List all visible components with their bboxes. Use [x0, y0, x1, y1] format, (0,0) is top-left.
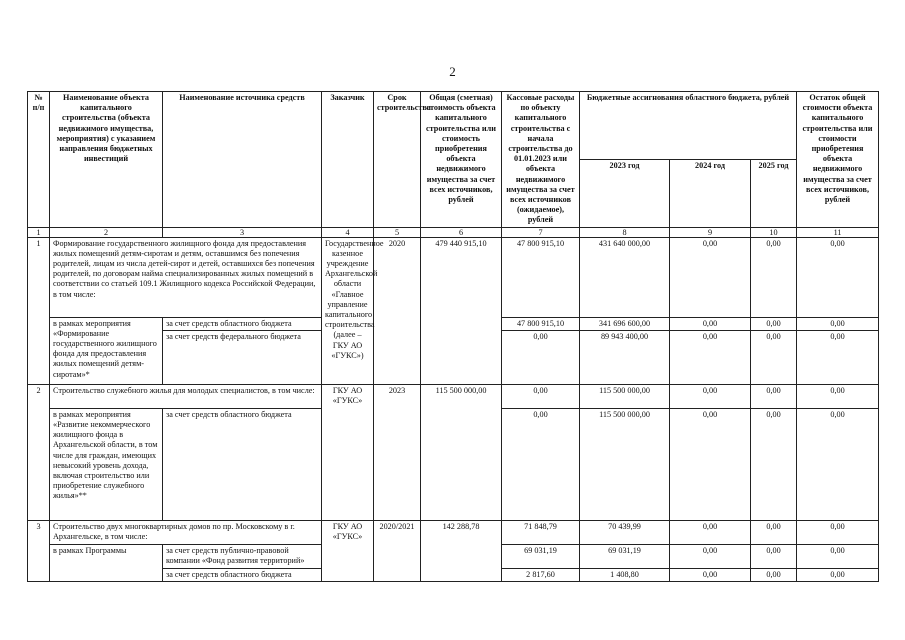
y2025-cell: 0,00 — [751, 330, 797, 384]
col-number: 7 — [502, 227, 580, 237]
source-cell: за счет средств областного бюджета — [163, 317, 322, 330]
object-name: в рамках мероприятия «Формирование государственного жилищного фонда для предоставления жилых помещений детям-сиротам»* — [50, 317, 163, 384]
capital-construction-table — [27, 91, 879, 582]
y2024-cell: 0,00 — [670, 520, 751, 544]
y2025-cell: 0,00 — [751, 568, 797, 581]
remainder-cell: 0,00 — [797, 330, 879, 384]
row-number: 3 — [28, 520, 50, 581]
header-remainder: Остаток общей стоимости объекта капитального строительства или стоимости приобретения объекта недвижимого имущества за счет всех источников, рублей — [797, 92, 879, 228]
object-name: Формирование государственного жилищного фонда для предоставления жилых помещений детям-сиротам и детям, оставшимся без попечения родителей, лицам из числа детей-сирот и детей, оставшихся без попечения родителей, по договорам найма специализированных жилых помещений в соответствии со статьей 109.1 Жилищного кодекса Российской Федерации, в том числе: — [50, 237, 322, 317]
header-2024: 2024 год — [670, 159, 751, 227]
remainder-cell: 0,00 — [797, 544, 879, 568]
header-total-cost: Общая (сметная) стоимость объекта капитального строительства или стоимость приобретения объекта недвижимого имущества за счет всех источников, рублей — [421, 92, 502, 228]
table-row — [28, 237, 879, 317]
y2025-cell: 0,00 — [751, 544, 797, 568]
header-source: Наименование источника средств — [163, 92, 322, 228]
header-term: Срок строительства — [374, 92, 421, 228]
row-number: 2 — [28, 384, 50, 520]
cash-cell: 71 848,79 — [502, 520, 580, 544]
remainder-cell: 0,00 — [797, 520, 879, 544]
page-number: 2 — [449, 64, 456, 79]
y2023-cell: 70 439,99 — [580, 520, 670, 544]
customer-cell: Государственное казенное учреждение Архангельской области «Главное управление капитального строительства (далее – ГКУ АО «ГУКС») — [322, 237, 374, 384]
cash-cell: 47 800 915,10 — [502, 317, 580, 330]
header-row — [28, 92, 879, 160]
term-cell: 2023 — [374, 384, 421, 520]
object-name: в рамках мероприятия «Развитие некоммерческого жилищного фонда в Архангельской области, в том числе для граждан, имеющих невысокий уровень дохода, включая строительство или приобретение служебного жилья»** — [50, 408, 163, 520]
header-budget: Бюджетные ассигнования областного бюджета, рублей — [580, 92, 797, 160]
cash-cell: 47 800 915,10 — [502, 237, 580, 317]
y2024-cell: 0,00 — [670, 408, 751, 520]
col-number: 6 — [421, 227, 502, 237]
customer-cell: ГКУ АО «ГУКС» — [322, 520, 374, 581]
remainder-cell: 0,00 — [797, 317, 879, 330]
col-number: 8 — [580, 227, 670, 237]
y2024-cell: 0,00 — [670, 330, 751, 384]
y2025-cell: 0,00 — [751, 317, 797, 330]
cash-cell: 69 031,19 — [502, 544, 580, 568]
y2023-cell: 115 500 000,00 — [580, 384, 670, 408]
col-number: 4 — [322, 227, 374, 237]
cash-cell: 2 817,60 — [502, 568, 580, 581]
remainder-cell: 0,00 — [797, 384, 879, 408]
col-number: 9 — [670, 227, 751, 237]
total-cost-cell: 142 288,78 — [421, 520, 502, 581]
y2025-cell: 0,00 — [751, 408, 797, 520]
source-cell: за счет средств публично-правовой компании «Фонд развития территорий» — [163, 544, 322, 568]
table-row — [28, 520, 879, 544]
remainder-cell: 0,00 — [797, 408, 879, 520]
col-number: 11 — [797, 227, 879, 237]
y2023-cell: 115 500 000,00 — [580, 408, 670, 520]
y2023-cell: 431 640 000,00 — [580, 237, 670, 317]
header-2023: 2023 год — [580, 159, 670, 227]
y2025-cell: 0,00 — [751, 520, 797, 544]
source-cell: за счет средств федерального бюджета — [163, 330, 322, 384]
object-name: Строительство служебного жилья для молодых специалистов, в том числе: — [50, 384, 322, 408]
y2025-cell: 0,00 — [751, 384, 797, 408]
header-object: Наименование объекта капитального строительства (объекта недвижимого имущества, мероприятия) с указанием направления бюджетных инвестиций — [50, 92, 163, 228]
cash-cell: 0,00 — [502, 408, 580, 520]
object-name: в рамках Программы — [50, 544, 163, 581]
source-cell: за счет средств областного бюджета — [163, 568, 322, 581]
y2023-cell: 1 408,80 — [580, 568, 670, 581]
table-row — [28, 384, 879, 408]
y2023-cell: 89 943 400,00 — [580, 330, 670, 384]
total-cost-cell: 479 440 915,10 — [421, 237, 502, 384]
total-cost-cell: 115 500 000,00 — [421, 384, 502, 520]
header-num: № п/п — [28, 92, 50, 228]
header-cash: Кассовые расходы по объекту капитального строительства с начала строительства до 01.01.2023 или объекта недвижимого имущества за счет всех источников (ожидаемое), рублей — [502, 92, 580, 228]
col-number: 1 — [28, 227, 50, 237]
source-cell: за счет средств областного бюджета — [163, 408, 322, 520]
col-number: 2 — [50, 227, 163, 237]
term-cell: 2020 — [374, 237, 421, 384]
term-cell: 2020/2021 — [374, 520, 421, 581]
cash-cell: 0,00 — [502, 384, 580, 408]
remainder-cell: 0,00 — [797, 568, 879, 581]
y2024-cell: 0,00 — [670, 237, 751, 317]
y2025-cell: 0,00 — [751, 237, 797, 317]
customer-cell: ГКУ АО «ГУКС» — [322, 384, 374, 520]
object-name: Строительство двух многоквартирных домов по пр. Московскому в г. Архангельске, в том числе: — [50, 520, 322, 544]
cash-cell: 0,00 — [502, 330, 580, 384]
y2024-cell: 0,00 — [670, 544, 751, 568]
col-number: 5 — [374, 227, 421, 237]
y2024-cell: 0,00 — [670, 568, 751, 581]
col-number: 10 — [751, 227, 797, 237]
column-number-row — [28, 227, 879, 237]
row-number: 1 — [28, 237, 50, 384]
col-number: 3 — [163, 227, 322, 237]
y2023-cell: 341 696 600,00 — [580, 317, 670, 330]
y2024-cell: 0,00 — [670, 317, 751, 330]
header-customer: Заказчик — [322, 92, 374, 228]
remainder-cell: 0,00 — [797, 237, 879, 317]
y2023-cell: 69 031,19 — [580, 544, 670, 568]
y2024-cell: 0,00 — [670, 384, 751, 408]
header-2025: 2025 год — [751, 159, 797, 227]
